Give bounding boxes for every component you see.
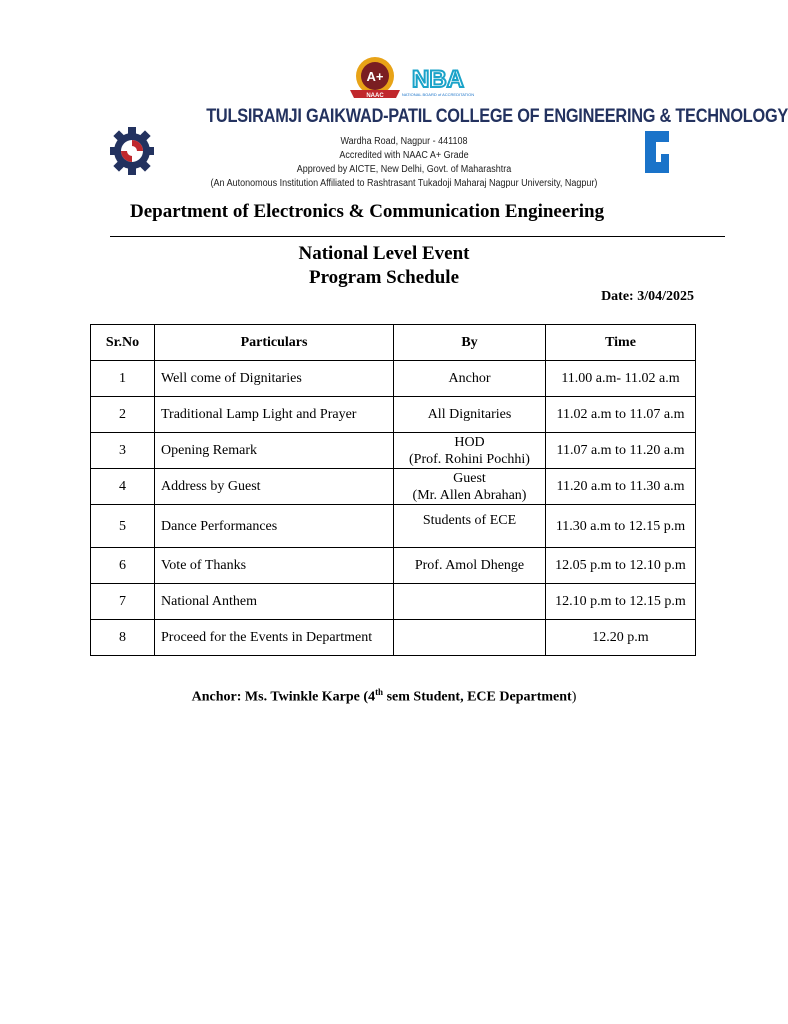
department-heading: Department of Electronics & Communication Engineering — [130, 201, 605, 222]
college-name: TULSIRAMJI GAIKWAD-PATIL COLLEGE OF ENGINEERING & TECHNOLOGY — [206, 106, 788, 127]
row-number: 8 — [91, 620, 155, 656]
schedule-table — [90, 324, 696, 656]
table-row — [91, 584, 696, 620]
row-number: 2 — [91, 397, 155, 433]
naac-badge-icon — [346, 56, 404, 102]
row-by — [394, 620, 546, 656]
row-particulars: Address by Guest — [155, 469, 394, 505]
row-by — [394, 548, 546, 584]
table-row — [91, 433, 696, 469]
row-by-person: (Prof. Rohini Pochhi) — [409, 451, 530, 467]
row-number: 3 — [91, 433, 155, 469]
row-particulars: Proceed for the Events in Department — [155, 620, 394, 656]
row-time: 11.00 a.m- 11.02 a.m — [546, 361, 696, 397]
nba-sub-text: NATIONAL BOARD of ACCREDITATION — [401, 92, 475, 97]
row-number: 5 — [91, 505, 155, 548]
row-time: 11.07 a.m to 11.20 a.m — [546, 433, 696, 469]
row-number: 1 — [91, 361, 155, 397]
header-by: By — [394, 325, 546, 361]
row-by — [394, 433, 546, 469]
row-particulars: Traditional Lamp Light and Prayer — [155, 397, 394, 433]
row-by-name: Prof. Amol Dhenge — [414, 558, 525, 573]
row-particulars: Well come of Dignitaries — [155, 361, 394, 397]
header-sr-no: Sr.No — [91, 325, 155, 361]
table-row — [91, 469, 696, 505]
letterhead — [110, 48, 788, 200]
anchor-prefix: Anchor: Ms. Twinkle Karpe (4 — [191, 689, 376, 705]
row-by-name: HOD — [454, 434, 485, 450]
row-particulars: Opening Remark — [155, 433, 394, 469]
row-by-name: Guest — [453, 470, 486, 486]
nba-badge-icon — [401, 60, 475, 104]
college-approval: Approved by AICTE, New Delhi, Govt. of Maharashtra — [296, 164, 512, 175]
nba-text: NBA — [412, 66, 464, 93]
anchor-note — [0, 687, 768, 706]
row-time: 11.30 a.m to 12.15 p.m — [546, 505, 696, 548]
row-by-name: Students of ECE — [422, 513, 517, 528]
row-number: 6 — [91, 548, 155, 584]
row-number: 7 — [91, 584, 155, 620]
college-gear-logo-icon — [110, 122, 156, 180]
row-time: 12.10 p.m to 12.15 p.m — [546, 584, 696, 620]
college-accreditation: Accredited with NAAC A+ Grade — [339, 150, 469, 161]
event-date: Date: 3/04/2025 — [601, 289, 694, 304]
row-time: 11.20 a.m to 11.30 a.m — [546, 469, 696, 505]
row-by — [394, 469, 546, 505]
row-by — [394, 584, 546, 620]
table-row — [91, 505, 696, 548]
table-row — [91, 548, 696, 584]
anchor-close: ) — [571, 689, 577, 705]
event-subtitle: Program Schedule — [308, 267, 460, 288]
naac-label-text: NAAC — [366, 93, 384, 99]
row-by — [394, 361, 546, 397]
row-particulars: Dance Performances — [155, 505, 394, 548]
event-title: National Level Event — [298, 243, 470, 264]
row-time: 11.02 a.m to 11.07 a.m — [546, 397, 696, 433]
anchor-ordinal: th — [375, 687, 384, 697]
row-particulars: Vote of Thanks — [155, 548, 394, 584]
anchor-suffix: sem Student, ECE Department — [383, 689, 572, 705]
row-by-name: Anchor — [448, 371, 491, 386]
header-particulars: Particulars — [155, 325, 394, 361]
row-by-person: (Mr. Allen Abrahan) — [412, 487, 527, 503]
table-header-row — [91, 325, 696, 361]
naac-grade-text: A+ — [366, 69, 384, 84]
heading-divider — [110, 236, 725, 237]
header-time: Time — [546, 325, 696, 361]
row-particulars: National Anthem — [155, 584, 394, 620]
table-row — [91, 397, 696, 433]
college-address: Wardha Road, Nagpur - 441108 — [340, 136, 468, 147]
row-by — [394, 397, 546, 433]
row-by — [394, 505, 546, 548]
row-number: 4 — [91, 469, 155, 505]
g-logo-icon — [642, 128, 672, 176]
table-row — [91, 361, 696, 397]
row-time: 12.05 p.m to 12.10 p.m — [546, 548, 696, 584]
row-by-name: All Dignitaries — [427, 407, 512, 422]
table-row — [91, 620, 696, 656]
row-time: 12.20 p.m — [546, 620, 696, 656]
college-affiliation: (An Autonomous Institution Affiliated to Rashtrasant Tukadoji Maharaj Nagpur University, Nagpur) — [210, 178, 598, 189]
